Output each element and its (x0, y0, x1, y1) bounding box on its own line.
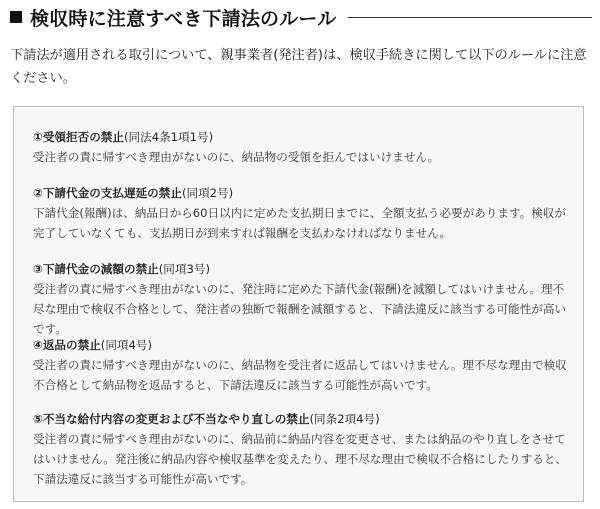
rule-description: 受注者の責に帰すべき理由がないのに、納品前に納品内容を変更させ、または納品のやり直しをさせてはいけません。発注後に納品内容や検収基準を変えたり、理不尽な理由で検収不合格にしたりすると、下請法違反に該当する可能性が高いです。 (33, 432, 568, 486)
section-title: 検収時に注意すべき下請法のルール (30, 7, 337, 30)
rule-reference: (同法4条1項1号) (123, 130, 214, 144)
rule-heading (33, 409, 573, 429)
rule-reference: (同項4号) (100, 338, 153, 352)
rule-description: 受注者の責に帰すべき理由がないのに、発注時に定めた下請代金(報酬)を減額してはいけません。理不尽な理由で検収不合格として、発注者の独断で報酬を減額すると、下請法違反に該当する可能性が高いです。 (33, 282, 567, 336)
rule-item-return-of-goods (33, 335, 573, 395)
section-heading (10, 0, 592, 34)
rule-description: 受注者の責に帰すべき理由がないのに、納品物の受領を拒んではいけません。 (33, 150, 440, 164)
rule-item-price-reduction (33, 259, 573, 339)
rule-title: ④返品の禁止 (33, 338, 101, 352)
rule-title: ⑤不当な給付内容の変更および不当なやり直しの禁止 (33, 412, 310, 426)
rule-title: ③下請代金の減額の禁止 (33, 262, 159, 276)
heading-rule (348, 17, 592, 18)
rule-reference: (同項3号) (158, 262, 210, 276)
rule-reference: (同項2号) (181, 186, 234, 200)
rule-heading (33, 335, 573, 355)
rule-title: ①受領拒否の禁止 (33, 130, 124, 144)
intro-paragraph: 下請法が適用される取引について、親事業者(発注者)は、検収手続きに関して以下のルールに注意ください。 (10, 48, 587, 86)
square-bullet-icon (10, 11, 22, 23)
rule-item-payment-delay (33, 183, 573, 243)
rule-item-unjust-changes-and-redo (33, 409, 573, 489)
rule-description: 受注者の責に帰すべき理由がないのに、納品物を受注者に返品してはいけません。理不尽な理由で検収不合格として納品物を返品すると、下請法違反に該当する可能性が高いです。 (33, 358, 567, 392)
rule-heading (33, 259, 573, 279)
rule-description: 下請代金(報酬)は、納品日から60日以内に定めた支払期日までに、全額支払う必要があります。検収が完了していなくても、支払期日が到来すれば報酬を支払わなければなりません。 (33, 206, 566, 240)
rule-heading (33, 127, 573, 147)
rules-box (13, 106, 584, 502)
rule-title: ②下請代金の支払遅延の禁止 (33, 186, 182, 200)
rule-heading (33, 183, 573, 203)
rule-item-refusal-of-receipt (33, 127, 573, 167)
rule-reference: (同条2項4号) (309, 412, 380, 426)
